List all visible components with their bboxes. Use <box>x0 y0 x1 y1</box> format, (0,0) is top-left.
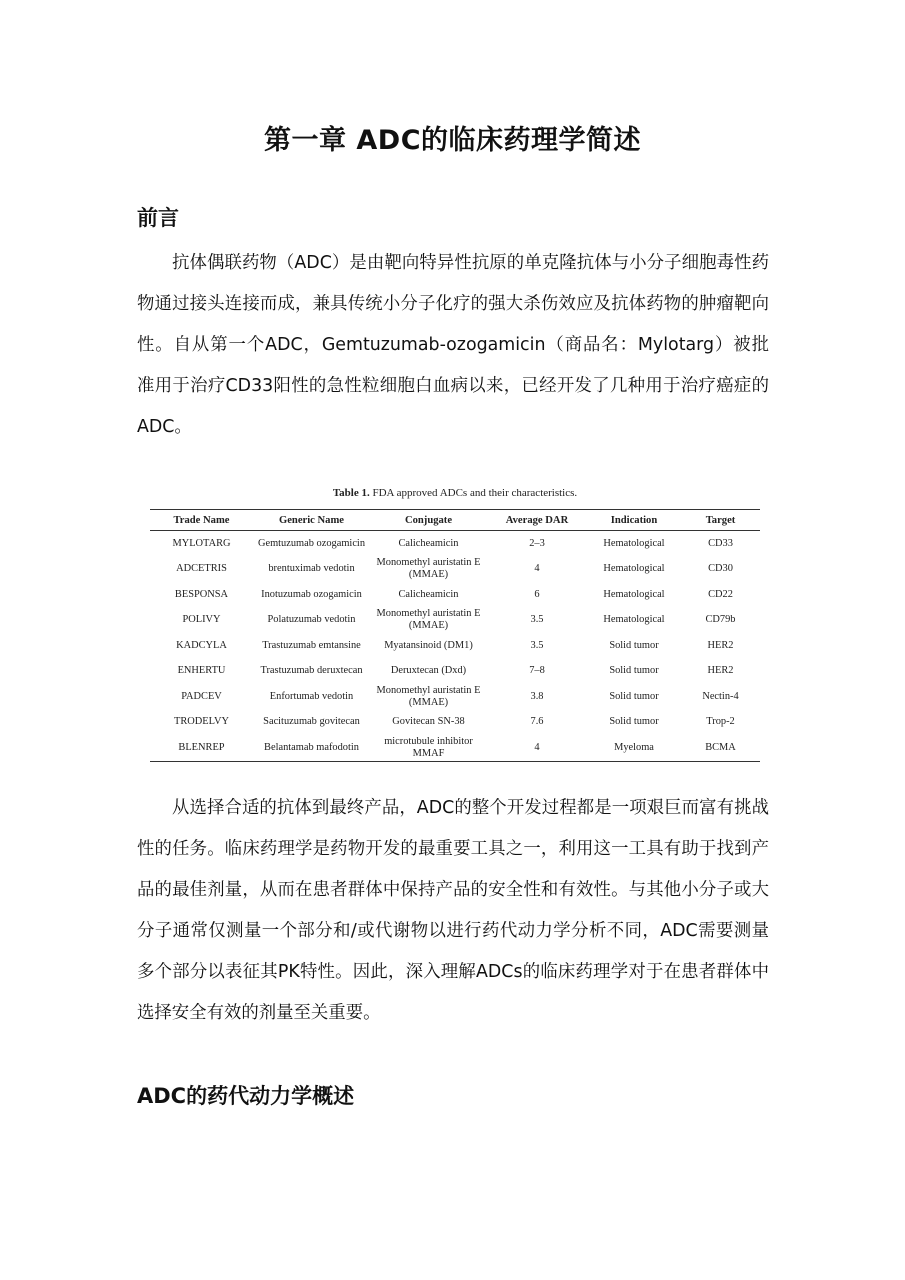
table-cell: Deruxtecan (Dxd) <box>390 665 467 677</box>
table-cell: Monomethyl auristatin E (MMAE) <box>376 684 481 708</box>
table-cell: POLIVY <box>182 614 221 626</box>
development-paragraph-text: 从选择合适的抗体到最终产品，ADC的整个开发过程都是一项艰巨而富有挑战性的任务。临床药理学是药物开发的最重要工具之一，利用这一工具有助于找到产品的最佳剂量，从而在患者群体中保持产品的安全性和有效性。与其他小分子或大分子通常仅测量一个部分和/或代谢物以进行药代动力学分析不同，ADC需要测量多个部分以表征其PK特性。因此，深入理解ADCs的临床药理学对于在患者群体中选择安全有效的剂量至关重要。 <box>137 798 769 1023</box>
table-cell: Gemtuzumab ozogamicin <box>257 537 366 549</box>
column-header: Generic Name <box>253 510 370 531</box>
table-cell: Solid tumor <box>609 690 659 702</box>
adc-table-figure <box>150 487 760 762</box>
table-cell: Hematological <box>603 588 665 600</box>
table-cell: 4 <box>534 563 540 575</box>
table-cell: brentuximab vedotin <box>268 563 355 575</box>
table-cell: 6 <box>534 588 540 600</box>
table-row <box>150 735 760 761</box>
section-heading-preface: 前言 <box>137 206 179 230</box>
table-row <box>150 659 760 685</box>
table-cell: 4 <box>487 735 587 761</box>
table-cell: Sacituzumab govitecan <box>263 716 360 728</box>
table-row <box>150 582 760 608</box>
table-row <box>150 531 760 557</box>
page-title: 第一章 ADC的临床药理学简述 <box>263 125 642 156</box>
table-cell: Calicheamicin <box>398 537 459 549</box>
table-cell: ADCETRIS <box>176 563 227 575</box>
table-cell: Belantamab mafodotin <box>253 735 370 761</box>
table-cell: KADCYLA <box>176 639 227 651</box>
table-row <box>150 608 760 634</box>
table-cell: Solid tumor <box>609 665 659 677</box>
table-cell: Calicheamicin <box>398 588 459 600</box>
table-cell: 3.5 <box>530 614 544 626</box>
table-cell: CD30 <box>708 563 733 575</box>
development-paragraph <box>137 788 769 1034</box>
table-cell: 7.6 <box>530 716 544 728</box>
column-header: Indication <box>587 510 681 531</box>
table-row <box>150 684 760 710</box>
table-caption-text: FDA approved ADCs and their characteristics. <box>369 487 578 499</box>
table-cell: Monomethyl auristatin E (MMAE) <box>376 557 481 581</box>
table-caption-label: Table 1. <box>332 487 370 499</box>
table-cell: 2–3 <box>529 537 545 549</box>
table-row <box>150 633 760 659</box>
table-cell: Trastuzumab emtansine <box>262 639 361 651</box>
preface-paragraph-text: 抗体偶联药物（ADC）是由靶向特异性抗原的单克隆抗体与小分子细胞毒性药物通过接头连接而成，兼具传统小分子化疗的强大杀伤效应及抗体药物的肿瘤靶向性。自从第一个ADC，Gemtuzumab-ozogamicin（商品名：Mylotarg）被批准用于治疗CD33阳性的急性粒细胞白血病以来，已经开发了几种用于治疗癌症的ADC。 <box>137 253 769 437</box>
table-cell: HER2 <box>707 665 734 677</box>
table-cell: CD33 <box>708 537 733 549</box>
table-cell: Hematological <box>603 537 665 549</box>
table-cell: Solid tumor <box>609 639 659 651</box>
table-cell: Inotuzumab ozogamicin <box>261 588 362 600</box>
table-cell: ENHERTU <box>177 665 226 677</box>
column-header: Trade Name <box>150 510 253 531</box>
table-cell: Govitecan SN-38 <box>392 716 465 728</box>
table-cell: 7–8 <box>529 665 545 677</box>
preface-paragraph <box>137 243 769 448</box>
table-cell: CD79b <box>705 614 736 626</box>
table-cell: CD22 <box>708 588 733 600</box>
adc-table <box>150 509 760 762</box>
table-cell: microtubule inhibitor MMAF <box>370 735 487 761</box>
table-cell: Trop-2 <box>706 716 735 728</box>
table-cell: BCMA <box>681 735 760 761</box>
table-cell: Enfortumab vedotin <box>269 690 354 702</box>
table-cell: Polatuzumab vedotin <box>267 614 356 626</box>
table-cell: MYLOTARG <box>172 537 231 549</box>
table-cell: BESPONSA <box>174 588 229 600</box>
table-cell: Solid tumor <box>609 716 659 728</box>
column-header: Target <box>681 510 760 531</box>
table-cell: 3.5 <box>530 639 544 651</box>
table-header-row <box>150 510 760 531</box>
table-cell: Hematological <box>603 563 665 575</box>
table-row <box>150 557 760 583</box>
table-cell: PADCEV <box>181 690 222 702</box>
table-cell: Myeloma <box>587 735 681 761</box>
table-cell: Trastuzumab deruxtecan <box>260 665 363 677</box>
table-cell: Hematological <box>603 614 665 626</box>
table-cell: Monomethyl auristatin E (MMAE) <box>376 608 481 632</box>
table-row <box>150 710 760 736</box>
table-cell: Nectin-4 <box>702 690 739 702</box>
column-header: Average DAR <box>487 510 587 531</box>
table-cell: TRODELVY <box>173 716 230 728</box>
table-caption <box>150 487 760 499</box>
table-cell: BLENREP <box>150 735 253 761</box>
table-cell: Myatansinoid (DM1) <box>384 639 473 651</box>
section-heading-pk-overview: ADC的药代动力学概述 <box>137 1084 355 1108</box>
table-cell: 3.8 <box>530 690 544 702</box>
column-header: Conjugate <box>370 510 487 531</box>
table-cell: HER2 <box>707 639 734 651</box>
